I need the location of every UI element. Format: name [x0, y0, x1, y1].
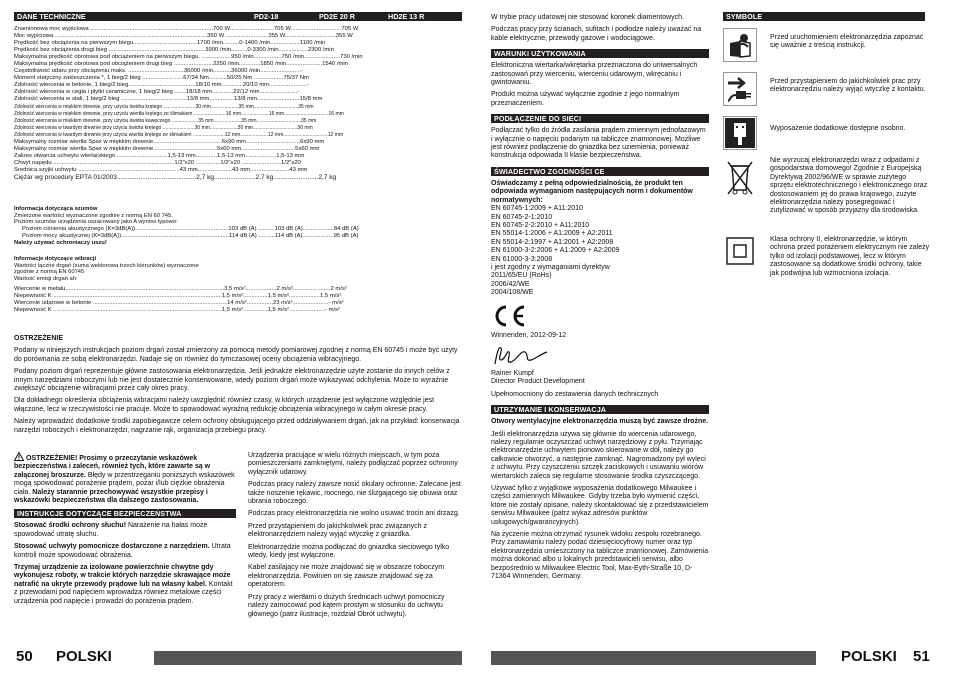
signer-name: Rainer Kumpf [491, 369, 534, 377]
class-ii-icon [725, 236, 755, 266]
tech-row: Znamionowa moc wyjściowa ...........................................................................700 W...........................705 W...............................705 W [14, 26, 359, 32]
ce-mark-icon [491, 304, 527, 328]
safety-paragraph: Przed przystąpieniem do jakichkolwiek prac związanych z elektronarzędziem należy wyjąć wtyczkę z gniazdka. [248, 522, 427, 539]
page-number-left: 50 [16, 648, 33, 665]
column-pd2e-20r: PD2E 20 R [319, 12, 355, 21]
symbol-text: Wyposażenie dodatkowe dostępne osobno. [770, 125, 906, 132]
power-header: PODŁĄCZENIE DO SIECI [491, 114, 709, 123]
ce-directive-intro: i jest zgodny z wymaganiami dyrektyw [491, 263, 610, 271]
weee-bin-icon [723, 158, 757, 198]
signer-title: Director Product Development [491, 378, 585, 386]
tech-row: Maksymalna prędkość obrotowa pod obciążeniem drugi bieg ........................2250 /min.............1850 /min......................1540 /min [14, 61, 348, 68]
ce-statement: Oświadczamy z pełną odpowiedzialnością, że produkt ten odpowiada wymaganiom następujących norm i dokumentów normatywnych: [491, 179, 693, 204]
safety-paragraph: Przy pracy z wiertłami o dużych średnicach uchwyt pomocniczy należy zamocować pod kątem prostym w stosunku do uchwytu głównego (patrz ilustracje, rozdział Obrót uchwytu). [248, 593, 445, 618]
read-manual-icon [723, 28, 757, 62]
tech-row: Ciężar wg procedury EPTA 01/2003............................................2,7 kg.......................2,7 kg.........................2,7 kg [14, 173, 337, 181]
tech-data-table [14, 26, 462, 181]
vibration-row: Wiercenie udarowe w betonie ..................................................................................14 m/s²................23 m/s²......................- m/s² [14, 300, 344, 307]
noise-title: Informacja dotycząca szumów [14, 206, 98, 212]
tech-row: Zdolność wiercenia w miękkim drewnie, przy użyciu wiertła krętego ze ślimakiem .......................16 mm....................16 mm................................16 mm [14, 110, 344, 117]
symbol-text: Klasa ochrony II, elektronarzędzie, w którym ochrona przed porażeniem elektrycznym nie zależy tylko od izolacji podstawowej, lecz w którym zastosowane są dodatkowe środki ochrony, takie jak podwójna lub wzmocniona izolacja. [770, 236, 930, 277]
tech-row: Częstotliwość udaru przy obciążeniu maks. ..................................36000 /min...........36000 /min.........................- [14, 68, 304, 75]
ce-standard: EN 60745-2-2:2010 + A11:2010 [491, 221, 590, 229]
warning-title: OSTRZEŻENIE [14, 335, 64, 342]
safety-normal: Utrata kontroli może spowodować obrażenia. [14, 543, 231, 559]
tech-row: Zakres otwarcia uchwytu wiertarskiego ...............................1,5-13 mm.............1,5-13 mm...................1,5-13 mm [14, 152, 305, 159]
signature-image [491, 342, 551, 370]
noise-warning: Należy używać ochroniaczy uszu! [14, 239, 107, 246]
symbol-text: Nie wyrzucaj elektronarzędzi wraz z odpadami z gospodarstwa domowego! Zgodnie z Europejską Dyrektywą 2002/96/WE w sprawie zużytego sprzętu elektrotechnicznego i elektronicznego oraz dostosowaniem jej do prawa krajowego, zużyte elektronarzędzia należy posegregować i zutylizować w sposób przyjazny dla środowiska. [770, 157, 928, 215]
noise-line: Poziom szumów urządzenia oszacowany jako A wynosi typowo: [14, 219, 178, 225]
safety-bold: Stosować uchwyty pomocnicze dostarczone z narzędziem. [14, 543, 210, 551]
safety-bold: Stosować środki ochrony słuchu! [14, 522, 127, 530]
paragraph: W trybie pracy udarowej nie stosować koronek diamentowych. [491, 14, 684, 21]
maintenance-header: UTRZYMANIE I KONSERWACJA [491, 405, 709, 414]
symbol-text: Przed przystąpieniem do jakichkolwiek prac przy elektronarzędziu należy wyjąć wtyczkę z kontaktu. [770, 78, 926, 94]
ce-standard: EN 60745-1:2009 + A11:2010 [491, 205, 583, 213]
safety-normal: Kontakt z przewodami pod napięciem wprowadza również metalowe części urządzenia pod napięcie i prowadzi do porażenia prądem. [14, 580, 233, 605]
maintenance-paragraph: Jeśli elektronarzędzia używa się głównie do wiercenia udarowego, należy regularnie oczyszczać uchwyt narzędziowy z pyłu. Trzymając elektronarzędzie uchwytem pionowo skierowane w dół, należy go całkowicie otworzyć, a następnie zamknąć. Nagromadzony pył wyleci z uchwytu. Przy czyszczeniu szczęk zaciskowych i usuwaniu wiórów wiertarskich zaleca się regularne stosowanie środka czyszczącego. [491, 430, 706, 480]
safety-paragraph: Podczas pracy elektronarzędzia nie wolno usuwać trocin ani drzazg. [248, 510, 460, 518]
language-label-right: POLSKI [841, 648, 897, 665]
usage-header: WARUNKI UŻYTKOWANIA [491, 49, 709, 58]
signer-note: Upełnomocniony do zestawienia danych technicznych [491, 390, 659, 398]
noise-line: Zmierzone wartości wyznaczone zgodnie z normą EN 60 745. [14, 212, 173, 219]
column-hd2e-13r: HD2E 13 R [388, 12, 425, 21]
ce-standard: EN 61000-3-2:2006 + A1:2009 + A2:2009 [491, 247, 620, 255]
vibration-line: Wartości łączne drgań (suma wektorowa trzech kierunków) wyznaczone [14, 262, 199, 269]
safety-paragraph: Elektronarzędzie można podłączać do gniazdka sieciowego tylko wtedy, kiedy jest wyłączone. [248, 543, 450, 560]
tech-row: Średnica szyjki uchwytu ..............................................................43 mm.....................43 mm........................43 mm [14, 166, 308, 173]
tech-row: Zdolność wiercenia w cegła i płytki ceramiczne, 1 bieg/2 bieg .......18/18 mm.............22/12 mm.......................- [14, 89, 300, 96]
accessory-icon [723, 116, 757, 150]
ce-directive: 2004/108/WE [491, 289, 534, 297]
place-date: Winnenden, 2012-09-12 [491, 331, 567, 339]
column-pd2-18: PD2-18 [254, 12, 279, 21]
ce-header: ŚWIADECTWO ZGODNOŚCI CE [491, 167, 709, 176]
safety-paragraph: Podczas pracy należy zawsze nosić okulary ochronne. Zalecane jest także noszenie rękawic, mocnego, nie ślizgającego się obuwia oraz ubrania roboczego. [248, 481, 461, 506]
right-column-1 [491, 14, 709, 582]
noise-line: Poziom mocy akustycznej (K=3dB(A))..................................................................114 dB (A) ..........114 dB (A)...................95 dB (A) [22, 232, 359, 239]
tech-data-title: DANE TECHNICZNE [17, 12, 86, 21]
safety-column-1 [14, 452, 236, 606]
safety-paragraph: Urządzenia pracujące w wielu różnych miejscach, w tym poza pomieszczeniami zamkniętymi, należy podłączać poprzez ochronny wyłącznik udarowy. [248, 452, 458, 476]
usage-paragraph: Produkt można używać wyłącznie zgodnie z jego normalnym przeznaczeniem. [491, 91, 680, 107]
warning-triangle-icon [14, 452, 24, 461]
ce-directive: 2011/65/EU (RoHs) [491, 272, 552, 280]
unplug-icon [723, 72, 757, 106]
safety-paragraph: Kabel zasilający nie może znajdować się w obszarze roboczym elektronarzędzia. Powinien on się zawsze znajdować się za operatorem. [248, 564, 445, 589]
noise-line: Poziom ciśnienia akustycznego (K=3dB(A)).........................................................103 dB (A) ..........103 dB (A)...................84 dB (A) [22, 225, 359, 232]
vibration-row: Wiercenie w metalu.................................................................................................3,5 m/s²...................2 m/s².......................2 m/s² [14, 286, 347, 292]
safety-bold: Trzymaj urządzenie za izolowane powierzchnie chwytne gdy wykonujesz roboty, w trakcie których narzędzie skrawające może natrafić na ukryte przewody prądowe lub na własny kabel. [14, 564, 231, 588]
usage-paragraph: Elektroniczna wiertarka/wkrętarka przeznaczona do uniwersalnych zastosowań przy wierceniu, wierceniu udarowym, wkręcaniu i gwintowaniu. [491, 62, 698, 87]
symbols-header: SYMBOLE [723, 12, 925, 21]
tech-row: Zdolność wiercenia w miękkim drewnie, przy użyciu świdra kawęczego ...................35 mm....................35 mm................................35 mm [14, 117, 317, 124]
tech-row: Maksymalna prędkość obrotowa pod obciążeniem na pierwszym biegu. ..................950 /min.................750 /min......................730 /min [14, 54, 363, 61]
tech-row: Maksymalny rozmiar wiertła Spax w miękkim drewnie..........................................6x90 mm.................................6x90 mm [14, 138, 325, 145]
tech-row: Zdolność wiercenia w twardym drewnie przy użyciu wiertła krętego ze ślimakiem .......................12 mm....................12 mm................................12 mm [14, 131, 343, 138]
warning-bold-text-2: Należy starannie przechowywać wszystkie przepisy i wskazówki bezpieczeństwa dla dalszego zastosowania. [14, 488, 208, 505]
tech-row: Moc wyjściowa .............................................................................................350 W ..........................355 W...............................355 W [14, 33, 353, 40]
noise-section [14, 206, 462, 246]
maintenance-bold: Otwory wentylacyjne elektronarzędzia muszą być zawsze drożne. [491, 418, 709, 426]
ce-standard: EN 60745-2-1:2010 [491, 213, 553, 221]
vibration-section [14, 256, 462, 314]
vibration-line: Wartość emisji drgań ah: [14, 275, 78, 282]
language-label-left: POLSKI [56, 648, 112, 665]
page-number-right: 51 [913, 648, 930, 665]
vibration-title: Informacje dotyczące wibracji [14, 256, 97, 262]
warning-bold-text: OSTRZEŻENIE! Prosimy o przeczytanie wskazówek bezpieczeństwa i zaleceń, również tych, które zawarte są w załączonej broszurze. [14, 455, 211, 479]
ce-standard: EN 55014-2:1997 + A1:2001 + A2:2008 [491, 238, 614, 246]
tech-row: Zdolność wiercenia w betonie, 1 bieg/2 bieg.........................................18/10 mm.............20/10 mm.......................- [14, 82, 309, 89]
paragraph: Podczas pracy przy ścianach, sufitach i podłodze należy uważać na kable elektryczne, przewody gazowe i wodociągowe. [491, 26, 702, 42]
tech-row: Moment statyczny zakleszczenia *, 1 bieg/2 bieg .........................67/34 Nm...........50/25 Nm ..................75/37 Nm [14, 75, 309, 82]
safety-header: INSTRUKCJE DOTYCZĄCE BEZPIECZEŃSTWA [14, 509, 236, 518]
tech-row: Zdolność wiercenia w miękkim drewnie, przy użyciu świdra krętego .......................30 mm....................35 mm................................35 mm [14, 103, 314, 110]
maintenance-paragraph: Na życzenie można otrzymać rysunek widoku zespołu rozebranego. Przy zamawianiu należy podać dziesięciocyfrowy numer oraz typ elektronarzędzia umieszczony na tabliczce znamionowej. Zamówienia można dokonać albo u lokalnych przedstawicieli serwisu, albo bezpośrednio w Milwaukee Electric Tool, Max-Eyth-Straße 10, D-71364 Winnenden, Germany. [491, 531, 709, 581]
tech-row: Zdolność wiercenia w stali, 1 bieg/2 bieg ........................................13/8 mm...............13/8 mm..........................15/8 mm [14, 96, 323, 103]
ce-standard: EN 55014-1:2006 + A1:2009 + A2:2011 [491, 230, 613, 238]
warning-paragraph: Dla dokładnego określenia obciążenia wibracjami należy uwzględnić również czasy, w których urządzenie jest wyłączone względnie jest włączone, lecz w rzeczywistości nie pracuje. Może to spowodować wyraźną redukcję obciążenia wibracyjnego w całym okresie pracy. [14, 397, 435, 413]
safety-column-2 [248, 452, 462, 619]
ce-standard: EN 61000-3-3:2008 [491, 255, 553, 263]
tech-row: Zdolność wiercenia w twardym drewnie przy użyciu świdra krętego .......................30 mm....................30 mm................................30 mm [14, 124, 313, 131]
warning-paragraph: Podany w niniejszych instrukcjach poziom drgań został zmierzony za pomocą metody pomiarowej zgodnej z normą EN 60745 i może być użyty do porównania ze sobą elektronarzędzi. Nadaje się on również do tymczasowej oceny obciążenia wibracyjnego. [14, 347, 458, 363]
tech-row: Prędkość bez obciążenia drugi bieg ...........................................................3900 /min..........0-3300 /min..................2300 /min [14, 47, 334, 54]
ce-directive: 2006/42/WE [491, 280, 530, 288]
tech-row: Maksymalny rozmiar wiertła Spax w miękkim drewnie.......................................5x60 mm.................................5x60 mm [14, 145, 320, 152]
vibration-row: Niepewność K .......................................................................................................1,5 m/s²...............1,5 m/s²......................- m/s² [14, 307, 341, 314]
tech-row: Prędkość bez obciążenia na pierwszym biegu.......................................1700 /min..........0-1400 /min..................1100 /min [14, 40, 326, 47]
power-paragraph: Podłączać tylko do źródła zasilania prądem zmiennym jednofazowym i wyłącznie o napięciu podanym na tabliczce znamionowej. Możliwe jest również podłączenie do gniazdka bez uziemienia, ponieważ konstrukcja odpowiada II klasie bezpieczeństwa. [491, 127, 706, 160]
vibration-line: zgodnie z normą EN 60745 [14, 269, 85, 275]
right-page [477, 0, 954, 677]
warning-paragraph: Należy wprowadzić dodatkowe środki zapobiegawcze celem ochrony obsługującego przed oddziaływaniem drgań, jak na przykład: konserwacja narzędzi roboczych i elektronarzędzi, nagrzanie rąk, organizacja przebiegu pracy. [14, 418, 460, 434]
vibration-row: Niepewność K .......................................................................................................1,5 m/s²...............1,5 m/s²...................1,5 m/s² [14, 293, 342, 300]
warning-normal-text: Błędy w przestrzeganiu poniższych wskazówek mogą spowodować porażenie prądem, pożar i/lub ciężkie obrażenia ciała. [14, 471, 235, 496]
tech-row: Chwyt napędu ..........................................................................1/2"x20 ...............1/2"x20 ........................1/2"x20 [14, 159, 301, 166]
maintenance-paragraph: Używać tylko z wyjątkowe wyposażenia dodatkowego Milwaukee i części zamiennych Milwaukee. Gdyby trzeba było wymienić części, które nie zostały opisane, należy skontaktować się z przedstawicielem serwisu Milwaukee (patrz wykaz adresów punktów usługowych/gwarancyjnych). [491, 485, 709, 526]
symbol-text: Przed uruchomieniem elektronarzędzia zapoznać się uważnie z treścią instrukcji. [770, 34, 924, 50]
warning-section [14, 335, 462, 435]
warning-paragraph: Podany poziom drgań reprezentuje główne zastosowania elektronarzędzia. Jeśli jednakże elektronarzędzie użyte zostanie do innych celów z innym narzędziami roboczymi lub nie jest dostatecznie konserwowane, wtedy poziom drgań może wykazywać odchylenia. Może to wyraźnie zwiększyć obciążenie wibracjami przez cały okres pracy. [14, 368, 450, 393]
safety-normal: Narażenie na hałas może spowodować utratę słuchu. [14, 522, 208, 538]
